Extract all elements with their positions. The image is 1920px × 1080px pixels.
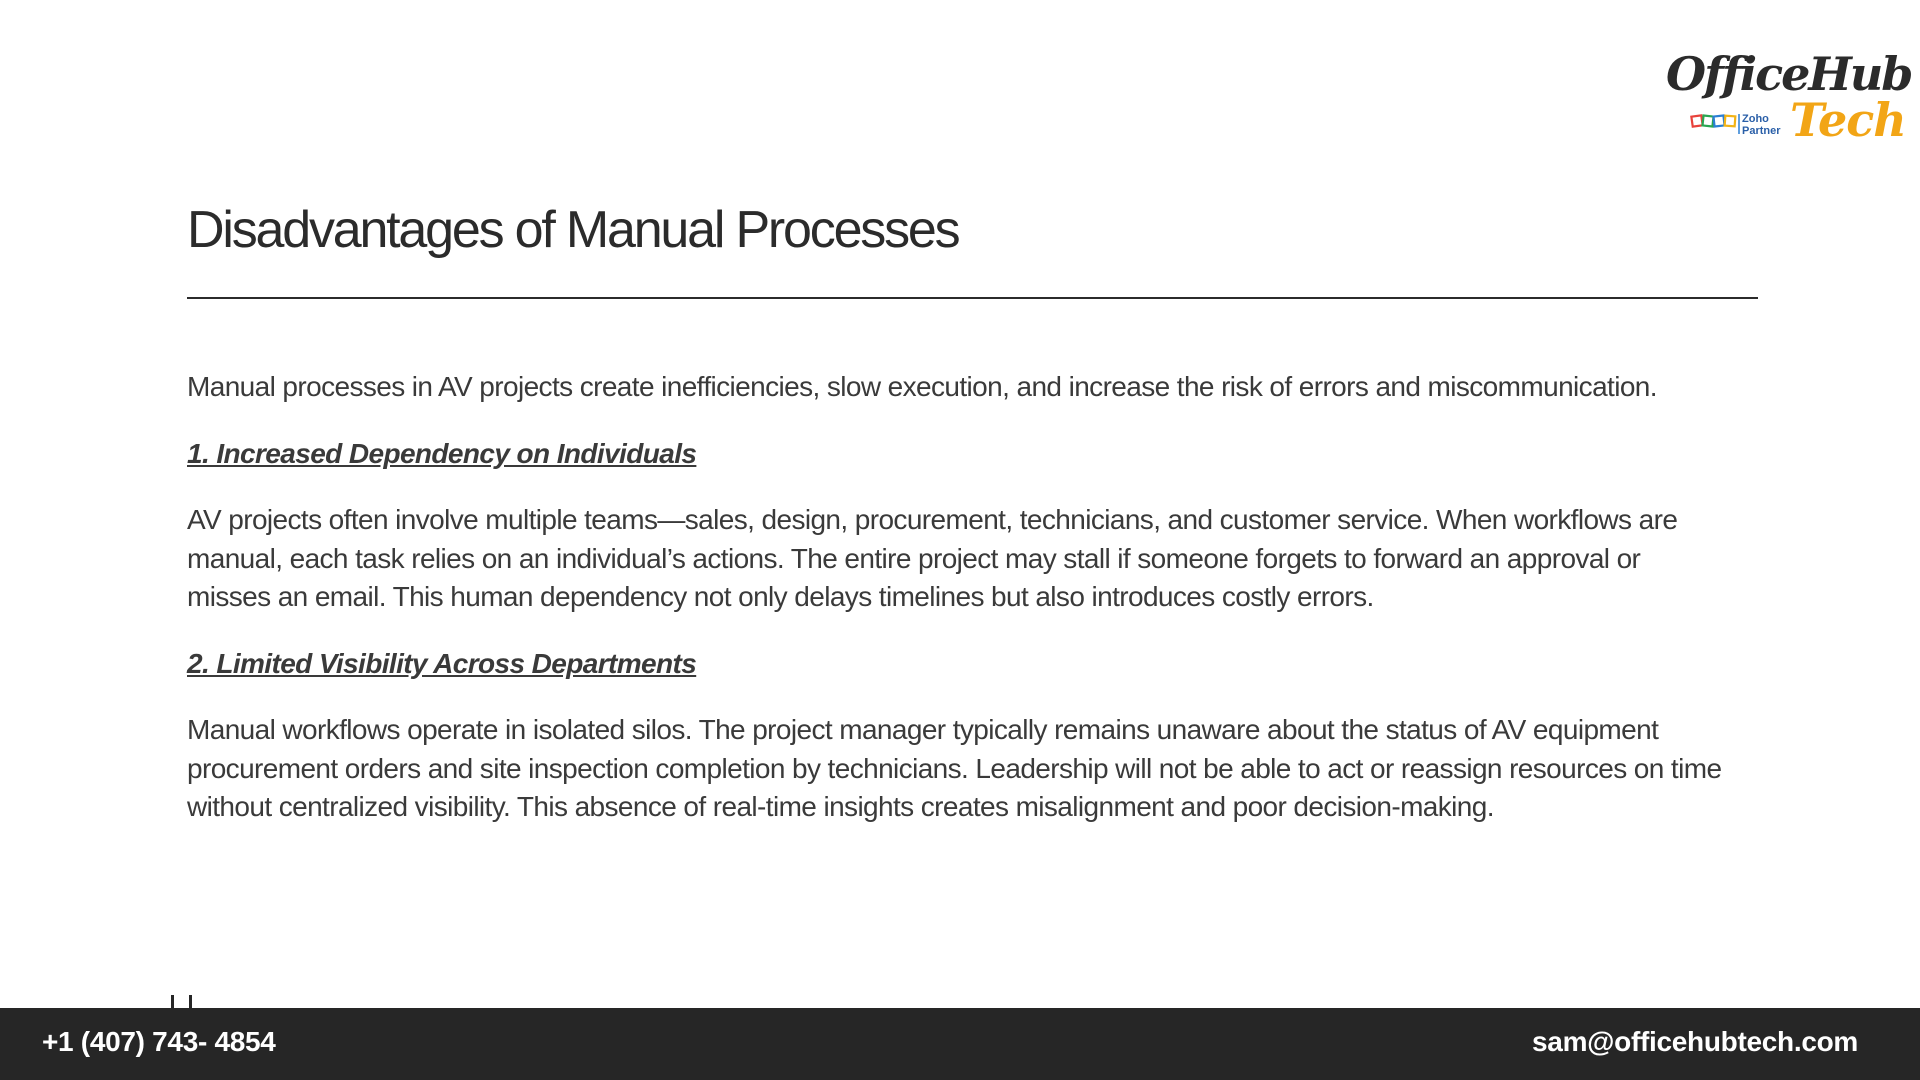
section-body-dependency: AV projects often involve multiple teams—sales, design, procurement, technicians, and customer service. When workflows are manual, each task relies on an individual’s actions. The entire project may stall if someone forgets to forward an approval or misses an email. This human dependency not only delays timelines but also introduces costly errors. — [187, 504, 1678, 612]
footer-tick-mark — [189, 995, 192, 1008]
section-heading-dependency: 1. Increased Dependency on Individuals — [187, 437, 697, 469]
partner-label: Partner — [1742, 125, 1781, 137]
logo-officehub-text: OfficeHub — [1666, 47, 1912, 101]
officehub-tech-logo — [1660, 38, 1912, 150]
footer-email[interactable]: sam@officehubtech.com — [1532, 1026, 1858, 1057]
zoho-label: Zoho — [1742, 113, 1769, 125]
intro-paragraph: Manual processes in AV projects create inefficiencies, slow execution, and increase the risk of errors and miscommunication. — [187, 371, 1657, 402]
section-heading-visibility: 2. Limited Visibility Across Departments — [187, 647, 697, 679]
footer-phone[interactable]: +1 (407) 743- 4854 — [42, 1026, 276, 1057]
footer-bar — [0, 1008, 1920, 1080]
title-divider — [187, 297, 1758, 299]
slide-content — [187, 368, 1727, 855]
page-title: Disadvantages of Manual Processes — [187, 201, 959, 259]
logo-tech-text: Tech — [1790, 93, 1906, 147]
section-body-visibility: Manual workflows operate in isolated silos. The project manager typically remains unaware about the status of AV equipment procurement orders and site inspection completion by technicians. Leadership will not be able to act or reassign resources on time without centralized visibility. This absence of real-time insights creates misalignment and poor decision-making. — [187, 714, 1722, 822]
footer-tick-mark — [171, 995, 174, 1008]
zoho-boxes-icon — [1691, 115, 1735, 126]
